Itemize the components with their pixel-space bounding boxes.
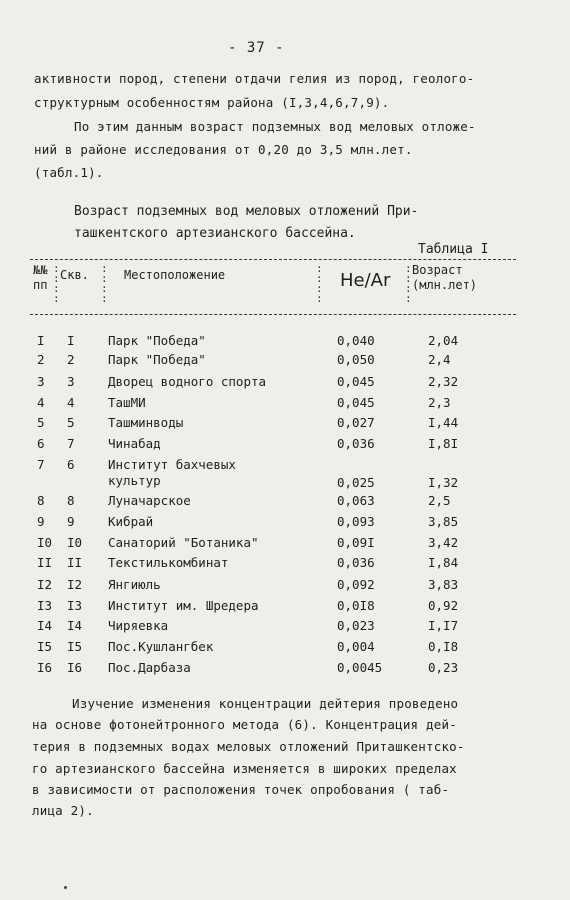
- he-ar-ratio: 0,045: [337, 374, 375, 389]
- well-number: I5: [67, 639, 83, 654]
- well-number: I3: [67, 598, 83, 613]
- column-separator: : : : :: [405, 262, 412, 305]
- age-value: I,I7: [428, 618, 459, 633]
- paragraph-2-line-3: терия в подземных водах меловых отложений Приташкентско-: [32, 739, 465, 754]
- age-value: 2,3: [428, 395, 451, 410]
- location: Текстилькомбинат: [108, 555, 229, 570]
- location: Дворец водного спорта: [108, 374, 267, 389]
- location: Ташминводы: [108, 415, 184, 430]
- well-number: 8: [67, 493, 75, 508]
- well-number: I4: [67, 618, 83, 633]
- location: Парк "Победа": [108, 333, 206, 348]
- header-num-line-1: №№: [33, 263, 48, 277]
- he-ar-ratio: 0,036: [337, 436, 375, 451]
- location: Чинабад: [108, 436, 161, 451]
- column-separator: : : : :: [316, 262, 323, 305]
- age-value: 2,5: [428, 493, 451, 508]
- row-number: 8: [37, 493, 45, 508]
- paragraph-2-line-6: лица 2).: [32, 803, 94, 818]
- location: Луначарское: [108, 493, 191, 508]
- well-number: 4: [67, 395, 75, 410]
- he-ar-ratio: 0,045: [337, 395, 375, 410]
- paragraph-2-line-4: го артезианского бассейна изменяется в широких пределах: [32, 761, 457, 776]
- header-location: Местоположение: [124, 268, 226, 282]
- paragraph-2-line-1: Изучение изменения концентрации дейтерия проведено: [72, 696, 459, 711]
- paragraph-2-line-2: на основе фотонейтронного метода (6). Концентрация дей-: [32, 717, 457, 732]
- he-ar-ratio: 0,0045: [337, 660, 383, 675]
- location: Институт бахчевых: [108, 457, 236, 472]
- he-ar-ratio: 0,004: [337, 639, 375, 654]
- location: Пос.Дарбаза: [108, 660, 191, 675]
- ink-speck: [64, 886, 67, 889]
- paragraph-1-line-2: структурным особенностям района (I,3,4,6,7,9).: [34, 95, 390, 110]
- well-number: I2: [67, 577, 83, 592]
- column-separator: : : : :: [101, 262, 108, 305]
- he-ar-ratio: 0,040: [337, 333, 375, 348]
- column-separator: : : : :: [53, 262, 60, 305]
- location: Пос.Кушлангбек: [108, 639, 214, 654]
- location: Парк "Победа": [108, 352, 206, 367]
- well-number: 7: [67, 436, 75, 451]
- age-value: 3,42: [428, 535, 459, 550]
- well-number: I0: [67, 535, 83, 550]
- location: Янгиюль: [108, 577, 161, 592]
- age-value: 2,32: [428, 374, 459, 389]
- header-age-line-1: Возраст: [412, 263, 463, 277]
- row-number: I0: [37, 535, 53, 550]
- well-number: 6: [67, 457, 75, 472]
- table-title-line-1: Возраст подземных вод меловых отложений При-: [74, 204, 419, 219]
- table-label: Таблица I: [418, 242, 489, 257]
- he-ar-ratio: 0,092: [337, 577, 375, 592]
- header-num-line-2: пп: [33, 278, 48, 292]
- table-header-rule: [30, 314, 516, 315]
- well-number: 2: [67, 352, 75, 367]
- row-number: 6: [37, 436, 45, 451]
- he-ar-ratio: 0,023: [337, 618, 375, 633]
- age-value: 0,92: [428, 598, 459, 613]
- row-number: I: [37, 333, 45, 348]
- age-value: 3,83: [428, 577, 459, 592]
- table-title-line-2: ташкентского артезианского бассейна.: [74, 226, 356, 241]
- paragraph-1-line-3: По этим данным возраст подземных вод меловых отложе-: [74, 119, 476, 134]
- location: ТашМИ: [108, 395, 146, 410]
- row-number: II: [37, 555, 53, 570]
- age-value: I,32: [428, 475, 459, 490]
- location-continuation: культур: [108, 473, 161, 488]
- age-value: I,84: [428, 555, 459, 570]
- row-number: I5: [37, 639, 53, 654]
- row-number: 2: [37, 352, 45, 367]
- he-ar-ratio: 0,09I: [337, 535, 375, 550]
- row-number: 9: [37, 514, 45, 529]
- page-number: - 37 -: [228, 40, 285, 56]
- paragraph-1-line-5: (табл.1).: [34, 165, 104, 180]
- well-number: I6: [67, 660, 83, 675]
- he-ar-ratio: 0,025: [337, 475, 375, 490]
- row-number: I6: [37, 660, 53, 675]
- age-value: 0,I8: [428, 639, 459, 654]
- well-number: 5: [67, 415, 75, 430]
- he-ar-ratio: 0,036: [337, 555, 375, 570]
- row-number: I4: [37, 618, 53, 633]
- age-value: I,8I: [428, 436, 459, 451]
- well-number: 3: [67, 374, 75, 389]
- he-ar-ratio: 0,0I8: [337, 598, 375, 613]
- well-number: II: [67, 555, 83, 570]
- header-well: Скв.: [60, 268, 89, 282]
- row-number: 7: [37, 457, 45, 472]
- header-ratio: He/Ar: [340, 270, 391, 291]
- age-value: 2,04: [428, 333, 459, 348]
- location: Санаторий "Ботаника": [108, 535, 259, 550]
- he-ar-ratio: 0,063: [337, 493, 375, 508]
- age-value: 3,85: [428, 514, 459, 529]
- paragraph-1-line-4: ний в районе исследования от 0,20 до 3,5 млн.лет.: [34, 142, 413, 157]
- well-number: 9: [67, 514, 75, 529]
- location: Институт им. Шредера: [108, 598, 259, 613]
- row-number: I3: [37, 598, 53, 613]
- age-value: 0,23: [428, 660, 459, 675]
- location: Чиряевка: [108, 618, 169, 633]
- header-age-line-2: (млн.лет): [412, 278, 478, 292]
- location: Кибрай: [108, 514, 154, 529]
- paragraph-2-line-5: в зависимости от расположения точек опробования ( таб-: [32, 782, 450, 797]
- he-ar-ratio: 0,093: [337, 514, 375, 529]
- age-value: 2,4: [428, 352, 451, 367]
- table-top-rule: [30, 259, 516, 260]
- row-number: I2: [37, 577, 53, 592]
- row-number: 3: [37, 374, 45, 389]
- age-value: I,44: [428, 415, 459, 430]
- he-ar-ratio: 0,027: [337, 415, 375, 430]
- row-number: 5: [37, 415, 45, 430]
- he-ar-ratio: 0,050: [337, 352, 375, 367]
- well-number: I: [67, 333, 75, 348]
- paragraph-1-line-1: активности пород, степени отдачи гелия из пород, геолого-: [34, 71, 475, 86]
- row-number: 4: [37, 395, 45, 410]
